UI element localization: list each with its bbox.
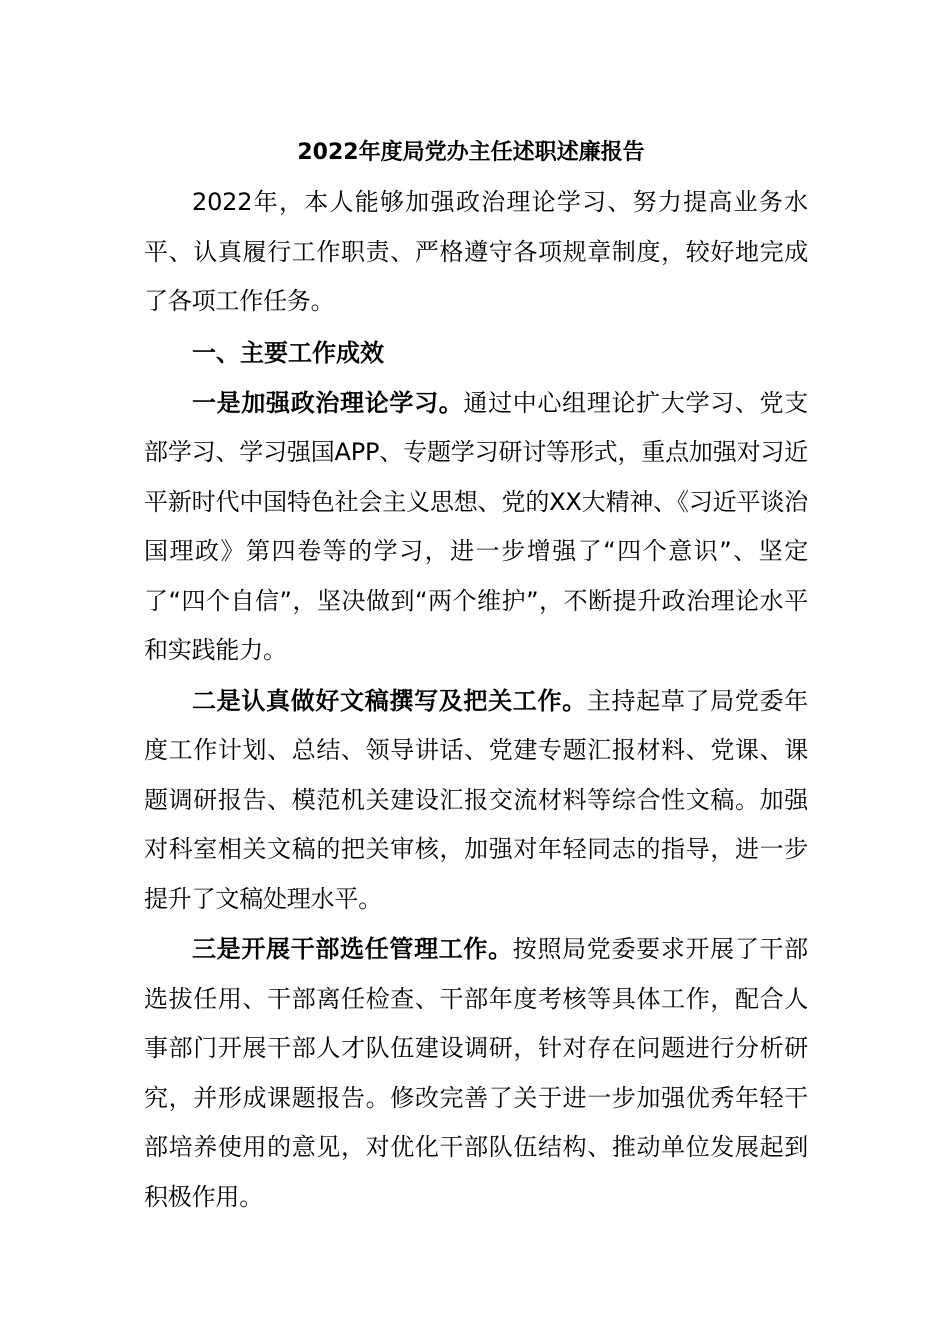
item-body-1: 通过中心组理论扩大学习、党支部学习、学习强国APP、专题学习研讨等形式，重点加强对习近平新时代中国特色社会主义思想、党的XX大精神、《习近平谈治国理政》第四卷等的学习，进一步增强了“四个意识”、坚定了“四个自信”，坚决做到“两个维护”，不断提升政治理论水平和实践能力。 bbox=[144, 388, 808, 664]
document-title: 2022年度局党办主任述职述廉报告 bbox=[297, 140, 645, 165]
item-paragraph-3 bbox=[144, 925, 808, 1222]
item-lead-1: 一是加强政治理论学习。 bbox=[192, 388, 464, 417]
intro-paragraph: 2022年，本人能够加强政治理论学习、努力提高业务水平、认真履行工作职责、严格遵守各项规章制度，较好地完成了各项工作任务。 bbox=[144, 188, 808, 315]
item-lead-2: 二是认真做好文稿撰写及把关工作。 bbox=[192, 686, 587, 715]
item-body-2: 主持起草了局党委年度工作计划、总结、领导讲话、党建专题汇报材料、党课、课题调研报告、模范机关建设汇报交流材料等综合性文稿。加强对科室相关文稿的把关审核，加强对年轻同志的指导，进一步提升了文稿处理水平。 bbox=[144, 686, 808, 913]
document-body bbox=[144, 128, 808, 1222]
item-lead-3: 三是开展干部选任管理工作。 bbox=[192, 935, 513, 963]
section-heading: 一、主要工作成效 bbox=[192, 338, 384, 367]
item-paragraph-1 bbox=[144, 379, 808, 676]
item-paragraph-2 bbox=[144, 677, 808, 925]
item-body-3: 按照局党委要求开展了干部选拔任用、干部离任检查、干部年度考核等具体工作，配合人事部门开展干部人才队伍建设调研，针对存在问题进行分析研究，并形成课题报告。修改完善了关于进一步加强优秀年轻干部培养使用的意见，对优化干部队伍结构、推动单位发展起到积极作用。 bbox=[144, 935, 808, 1211]
